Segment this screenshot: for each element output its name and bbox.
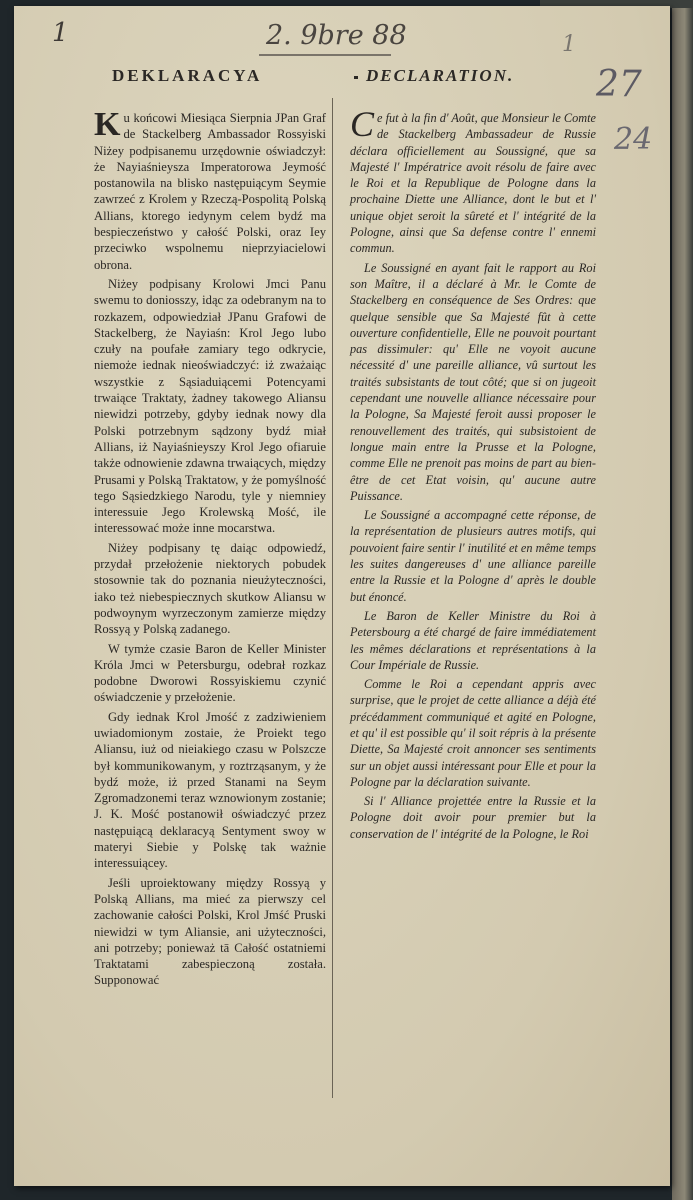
french-column — [350, 104, 597, 845]
pencil-mark: 1 — [562, 32, 576, 57]
polish-paragraph: W tymże czasie Baron de Keller Minister Króla Jmci w Petersburgu, odebrał rozkaz podobne Dworowi Rossyiskiemu czynić oświadczenie y przełożenie. — [94, 641, 326, 705]
folio-number-27: 27 — [596, 64, 642, 105]
french-paragraph: Le Soussigné a accompagné cette réponse, de la représentation de plusieurs autres motifs, qui pouvoient faire sentir l' inutilité et en même temps les suites dangereuses d' une alliance pareille entre la Russie et la Pologne d' après le double but énoncé. — [350, 508, 597, 604]
french-paragraph: Ce fut à la fin d' Août, que Monsieur le Comte de Stackelberg Ambassadeur de Russie déclara officiellement au Soussigné, que sa Majesté l' Impératrice avoit résolu de faire avec le Roi et la Republique de Pologne dans la prochaine Diette une Alliance, dont le but et l' unique objet seroit la sûreté et l' intégrité de la Pologne, ainsi que Sa defense contre l' ennemi commun. — [350, 104, 596, 256]
french-paragraph: Si l' Alliance projettée entre la Russie et la Pologne doit avoir pour premier but la conservation de l' intégrité de la Pologne, le Roi — [350, 794, 596, 841]
polish-heading: DEKLARACYA — [112, 66, 263, 85]
polish-column — [94, 106, 326, 992]
adjacent-page-edge — [672, 0, 693, 1200]
french-paragraph: Le Baron de Keller Ministre du Roi à Petersbourg a été chargé de faire immédiatement les mêmes déclarations et représentations à la Cour Impériale de Russie. — [350, 608, 596, 672]
heading-separator-dot — [354, 76, 358, 79]
folio-number-24: 24 — [614, 122, 653, 157]
polish-paragraph: Gdy iednak Krol Jmość z zadziwieniem uwiadomionym zostaie, że Proiekt tego Aliansu, iuż od nieiakiego czasu w Polszcze był kommunikowanym, y roztrząsanym, y że bydź może, iż przed Stanami na Seym Zgromadzonemi teraz wznowionym zostanie; J. K. Mość postanowił oświadczyć przez następuiącą deklaracyą Sentyment swoy w materyi Siebie y Polskę tak ważnie interessuiącey. — [94, 709, 326, 871]
date-underline — [259, 54, 391, 56]
polish-paragraph: Niżey podpisany tę daiąc odpowiedź, przydał przełożenie niektorych pobudek stosownie tak do poznania nieużyteczności, iako też niebespiecznych skutkow Aliansu w podwoynym wyrzeczonym zamierze między Rossyą y Polską zadanego. — [94, 540, 326, 637]
handwritten-date-note: 2. 9bre 88 — [266, 20, 407, 51]
polish-paragraph: Jeśli uproiektowany między Rossyą y Polską Allians, ma mieć za pierwszy cel zachowanie całości Polski, Krol Jmść Pruski niewidzi w tym Aliansie, ani użyteczności, ani potrzeby; ponieważ tā Całość ostatniemi Traktatami zabespieczoną została. Supponować — [94, 875, 326, 988]
drop-cap: C — [350, 104, 375, 144]
french-paragraph: Comme le Roi a cependant appris avec surprise, que le projet de cette alliance a déjà été précédamment communiqué et agité en Pologne, et qu' il est possible qu' il soit répris à la présente Diette, Sa Majesté croit annoncer ses sentiments sur un objet aussi intéressant pour Elle et pour la Pologne par la déclaration suivante. — [350, 677, 596, 789]
french-heading: DECLARATION. — [366, 66, 515, 85]
document-page — [14, 6, 670, 1186]
polish-paragraph: Niżey podpisany Krolowi Jmci Panu swemu to doniosszy, idąc za odebranym na to rozkazem, odpowiedział JPanu Grafowi de Stackelberg, że Nayiaśn: Krol Jego lubo czuły na poufałe zamiary tego odkrycie, niemoże iednak nieoświadczyć: iż zważaiąc wszystkie z Sąsiaduiącemi Potencyami trwaiące Traktaty, żadney takowego Aliansu niewidzi potrzeby, gdyby iednak nowy dla Polski potrzebnym sądzony bydź miał Allians, iż Nayiaśnieyszy Krol Jego ofiaruie także odnowienie zdawna trwaiących, między Prusami y Polską Traktatow, y że pomyślność tego Sąsiedzkiego Narodu, tyle y niemniey interessuie Jego Krolewską Mość, ile interessować może inne mocarstwa. — [94, 276, 326, 536]
drop-cap: K — [94, 106, 121, 143]
corner-number-annotation: 1 — [52, 18, 69, 48]
column-divider — [332, 98, 333, 1098]
polish-paragraph: Ku końcowi Miesiąca Sierpnia JPan Graf de Stackelberg Ambassador Rossyiski Niżey podpisanemu urzędownie oświadczył: że Nayiaśnieysza Imperatorowa Jeymość postanowila na blisko następuiącym Seymie zawrzeć z Krolem y Rzeczą-Pospolitą Polską Allians, ktorego iedynym celem bydź ma bespieczeństwo y całość Polski, oraz Iey przeciwko wspolnemu nieprzyiacielowi obrona. — [94, 106, 326, 272]
french-paragraph: Le Soussigné en ayant fait le rapport au Roi son Maître, il a déclaré à Mr. le Comte de Stackelberg en conséquence de Ses Ordres: que quelque sensible que Sa Majesté fût à cette ouverture confidentielle, Elle ne pouvoit pourtant pas dissimuler: qu' Elle ne voyoit aucune nécessité d' une pareille alliance, vû surtout les traités subsistants de tout côté; que si on jugeoit cependant une nouvelle alliance nécessaire pour la Pologne, Sa Majesté feroit aussi proposer le renouvellement des traités, qui subsistoient de longue main entre la Prusse et la Pologne, comme Elle ne prenoit pas moins de part au bien-être de cet Etat voisin, qu' aucune autre Puissance. — [350, 260, 596, 503]
